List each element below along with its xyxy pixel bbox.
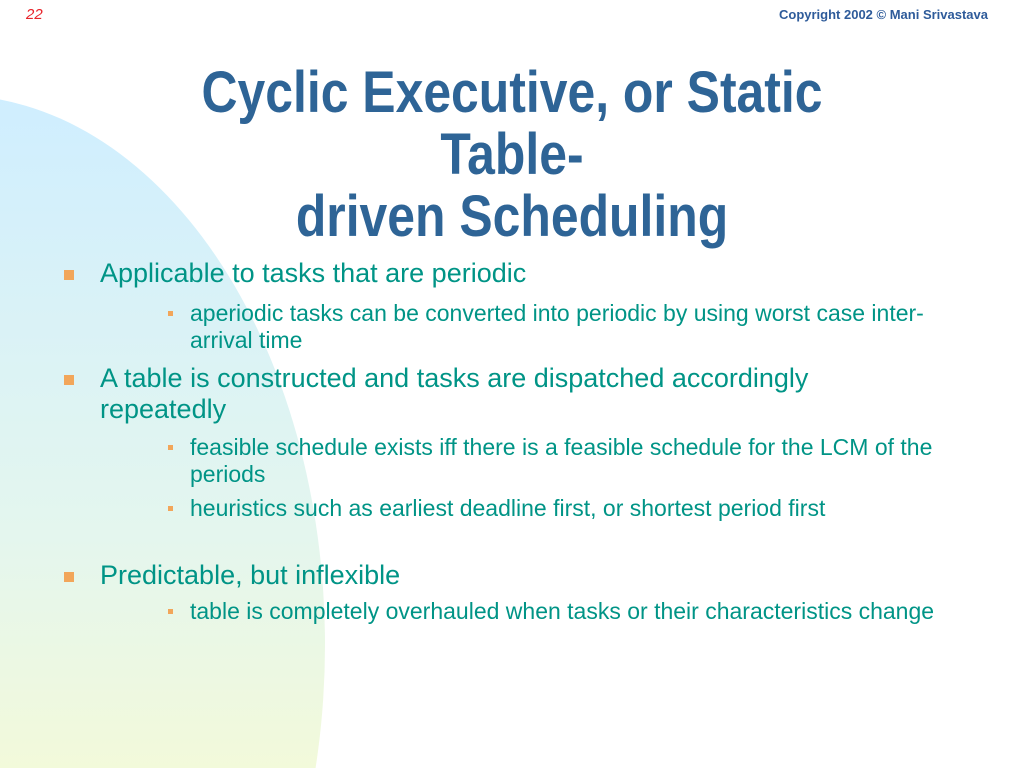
bullet-marker-icon: [64, 270, 74, 280]
sub-bullet-text: aperiodic tasks can be converted into periodic by using worst case inter-arrival time: [190, 300, 924, 353]
sub-bullet-text: table is completely overhauled when tasks or their characteristics change: [190, 598, 935, 624]
sub-bullet-marker-icon: [168, 445, 173, 450]
sub-bullet-item: [190, 300, 980, 354]
bullet-text: A table is constructed and tasks are dispatched accordingly repeatedly: [100, 363, 809, 424]
bullet-text: Applicable to tasks that are periodic: [100, 258, 527, 288]
bullet-text: Predictable, but inflexible: [100, 560, 401, 590]
bullet-item: [100, 560, 860, 591]
slide-title-line-1: Cyclic Executive, or Static Table-: [201, 60, 823, 187]
sub-bullet-text: feasible schedule exists iff there is a feasible schedule for the LCM of the periods: [190, 434, 933, 487]
sub-bullet-marker-icon: [168, 506, 173, 511]
bullet-item: [100, 363, 860, 425]
sub-bullet-marker-icon: [168, 311, 173, 316]
bullet-marker-icon: [64, 375, 74, 385]
sub-bullet-marker-icon: [168, 609, 173, 614]
bullet-item: [100, 258, 860, 289]
copyright-notice: Copyright 2002 © Mani Srivastava: [779, 7, 988, 22]
sub-bullet-item: [190, 434, 980, 488]
sub-bullet-item: [190, 495, 980, 522]
slide-number: 22: [26, 6, 43, 23]
bullet-marker-icon: [64, 572, 74, 582]
slide-title-line-2: driven Scheduling: [295, 184, 729, 249]
sub-bullet-text: heuristics such as earliest deadline first, or shortest period first: [190, 495, 826, 521]
sub-bullet-item: [190, 598, 980, 625]
